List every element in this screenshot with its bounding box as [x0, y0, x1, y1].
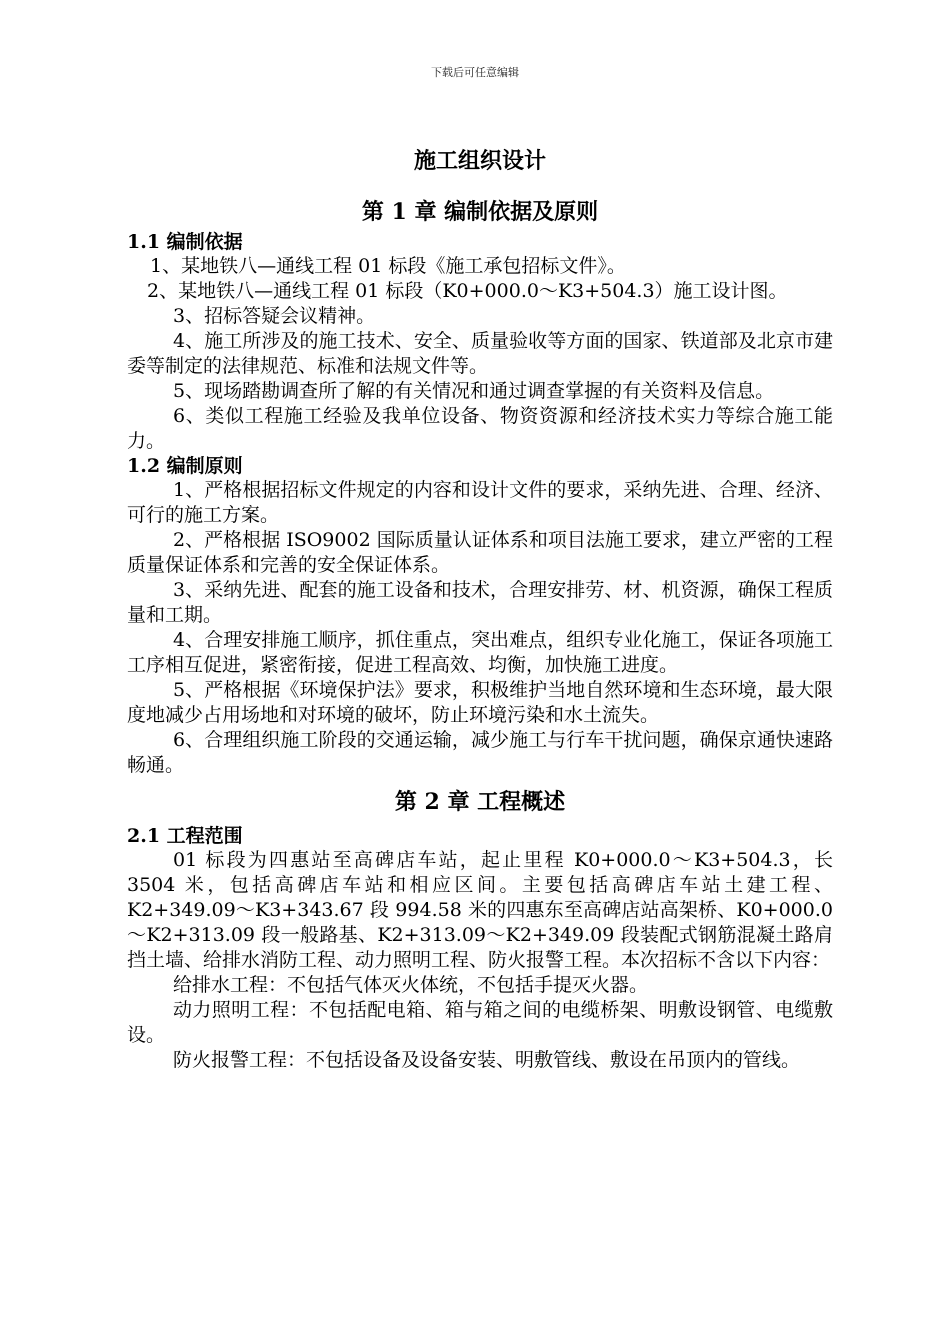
principle-item-5: 5、严格根据《环境保护法》要求，积极维护当地自然环境和生态环境，最大限度地减少占用场地和对环境的破坏，防止环境污染和水土流失。	[127, 679, 833, 726]
basis-item-4: 4、施工所涉及的施工技术、安全、质量验收等方面的国家、铁道部及北京市建委等制定的法律规范、标准和法规文件等。	[127, 330, 833, 377]
chapter-2-heading: 第 2 章 工程概述	[394, 789, 566, 815]
document-body	[127, 144, 833, 1073]
scope-exclusion-power: 动力照明工程：不包括配电箱、箱与箱之间的电缆桥架、明敷设钢管、电缆敷设。	[127, 999, 833, 1046]
principle-item-3: 3、采纳先进、配套的施工设备和技术，合理安排劳、材、机资源，确保工程质量和工期。	[127, 579, 833, 626]
basis-item-1: 1、某地铁八—通线工程 01 标段《施工承包招标文件》。	[150, 255, 626, 277]
basis-item-6: 6、类似工程施工经验及我单位设备、物资资源和经济技术实力等综合施工能力。	[127, 405, 833, 452]
basis-item-3: 3、招标答疑会议精神。	[173, 305, 376, 327]
principle-item-6: 6、合理组织施工阶段的交通运输，减少施工与行车干扰问题，确保京通快速路畅通。	[127, 729, 833, 776]
section-1-2-heading: 1.2 编制原则	[127, 455, 243, 477]
scope-paragraph: 01 标段为四惠站至高碑店车站，起止里程 K0+000.0～K3+504.3，长 3504 米，包括高碑店车站和相应区间。主要包括高碑店车站土建工程、K2+349.09～K3+343.67 段 994.58 米的四惠东至高碑店站高架桥、K0+000.0～K2+313.09 段一般路基、K2+313.09～K2+349.09 段装配式钢筋混凝土路肩挡土墙、给排水消防工程、动力照明工程、防火报警工程。本次招标不含以下内容：	[127, 849, 833, 971]
basis-item-2: 2、某地铁八—通线工程 01 标段（K0+000.0～K3+504.3）施工设计图。	[147, 280, 788, 302]
section-1-1-heading: 1.1 编制依据	[127, 231, 243, 253]
chapter-1-heading: 第 1 章 编制依据及原则	[361, 199, 599, 225]
scope-exclusion-water: 给排水工程：不包括气体灭火体统，不包括手提灭火器。	[173, 974, 649, 996]
principle-item-1: 1、严格根据招标文件规定的内容和设计文件的要求，采纳先进、合理、经济、可行的施工方案。	[127, 479, 833, 526]
basis-item-5: 5、现场踏勘调查所了解的有关情况和通过调查掌握的有关资料及信息。	[173, 380, 775, 402]
principle-item-4: 4、合理安排施工顺序，抓住重点，突出难点，组织专业化施工，保证各项施工工序相互促进，紧密衔接，促进工程高效、均衡，加快施工进度。	[127, 629, 833, 676]
document-title: 施工组织设计	[413, 148, 546, 174]
header-note: 下载后可任意编辑	[431, 66, 519, 79]
section-2-1-heading: 2.1 工程范围	[127, 825, 243, 847]
scope-exclusion-fire-alarm: 防火报警工程：不包括设备及设备安装、明敷管线、敷设在吊顶内的管线。	[173, 1049, 801, 1071]
principle-item-2: 2、严格根据 ISO9002 国际质量认证体系和项目法施工要求，建立严密的工程质量保证体系和完善的安全保证体系。	[127, 529, 833, 576]
